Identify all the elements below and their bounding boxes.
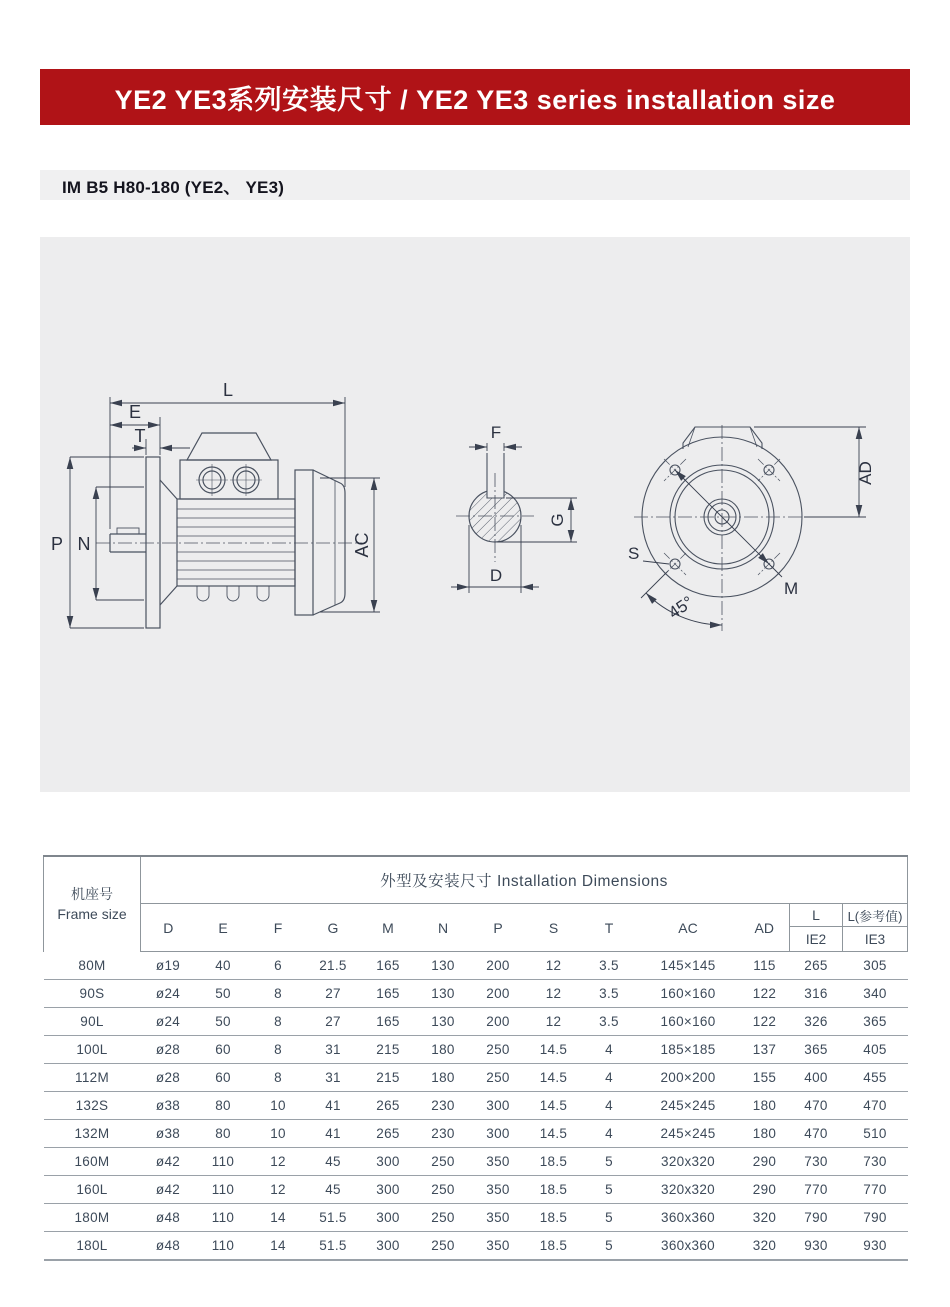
frame-size-header-zh: 机座号 <box>71 885 113 902</box>
dimension-cell: ø48 <box>141 1204 196 1232</box>
dimension-cell: 14 <box>251 1232 306 1261</box>
dim-label-M: M <box>784 579 799 598</box>
dimension-cell: 730 <box>790 1148 843 1176</box>
dimension-cell: 4 <box>582 1036 637 1064</box>
dimension-cell: 180 <box>416 1036 471 1064</box>
header-row-group <box>44 856 908 904</box>
dimension-cell: 12 <box>526 980 582 1008</box>
frame-size-cell: 160L <box>44 1176 141 1204</box>
dimension-cell: 320x320 <box>637 1176 740 1204</box>
dimension-cell: 18.5 <box>526 1204 582 1232</box>
table-row <box>44 1204 908 1232</box>
frame-size-cell: 112M <box>44 1064 141 1092</box>
dimension-cell: 165 <box>361 952 416 980</box>
col-header-D: D <box>141 904 196 952</box>
dimension-cell: 215 <box>361 1036 416 1064</box>
dimension-cell: ø19 <box>141 952 196 980</box>
dimension-cell: 250 <box>416 1176 471 1204</box>
dimension-cell: 250 <box>416 1148 471 1176</box>
table-row <box>44 1092 908 1120</box>
dimension-cell: 3.5 <box>582 1008 637 1036</box>
dimension-cell: 12 <box>251 1148 306 1176</box>
dimension-cell: 326 <box>790 1008 843 1036</box>
dimension-cell: 455 <box>843 1064 908 1092</box>
dimension-cell: 130 <box>416 980 471 1008</box>
installation-drawing <box>40 237 910 792</box>
dimension-cell: 350 <box>471 1204 526 1232</box>
dimension-cell: 41 <box>306 1092 361 1120</box>
dimension-cell: 305 <box>843 952 908 980</box>
dimension-cell: 180 <box>740 1120 790 1148</box>
dimension-cell: 320 <box>740 1204 790 1232</box>
dimension-cell: 230 <box>416 1120 471 1148</box>
dimension-cell: 350 <box>471 1176 526 1204</box>
col-header-P: P <box>471 904 526 952</box>
dimension-table-wrap <box>43 855 907 1261</box>
dimension-cell: 300 <box>361 1176 416 1204</box>
dimension-cell: 31 <box>306 1036 361 1064</box>
dimension-cell: 930 <box>790 1232 843 1261</box>
dimension-cell: 60 <box>196 1064 251 1092</box>
dimension-cell: 160×160 <box>637 980 740 1008</box>
dimension-cell: 320x320 <box>637 1148 740 1176</box>
dimension-cell: 110 <box>196 1232 251 1261</box>
dimension-cell: 137 <box>740 1036 790 1064</box>
dimension-cell: 5 <box>582 1204 637 1232</box>
dimension-cell: 350 <box>471 1232 526 1261</box>
dimension-cell: 3.5 <box>582 952 637 980</box>
frame-size-cell: 180M <box>44 1204 141 1232</box>
dimension-cell: 115 <box>740 952 790 980</box>
dimension-cell: 290 <box>740 1176 790 1204</box>
mounting-type-label: IM B5 H80-180 (YE2、 YE3) <box>62 177 285 197</box>
dimension-cell: 8 <box>251 1064 306 1092</box>
table-row <box>44 1064 908 1092</box>
col-header-M: M <box>361 904 416 952</box>
dimension-cell: 300 <box>361 1148 416 1176</box>
dim-label-angle: 45° <box>664 592 697 623</box>
dim-label-G: G <box>548 513 567 527</box>
col-header-F: F <box>251 904 306 952</box>
table-row <box>44 1008 908 1036</box>
dimension-cell: 215 <box>361 1064 416 1092</box>
dimension-cell: 14.5 <box>526 1120 582 1148</box>
table-row <box>44 1036 908 1064</box>
dimension-cell: ø24 <box>141 1008 196 1036</box>
dimension-cell: 165 <box>361 1008 416 1036</box>
col-header-N: N <box>416 904 471 952</box>
dimension-cell: 350 <box>471 1148 526 1176</box>
dimension-cell: 365 <box>790 1036 843 1064</box>
col-header-AD: AD <box>740 904 790 952</box>
dimension-cell: 145×145 <box>637 952 740 980</box>
dim-label-P: P <box>50 534 64 554</box>
dimension-cell: 27 <box>306 1008 361 1036</box>
col-header-S: S <box>526 904 582 952</box>
dimension-cell: 18.5 <box>526 1176 582 1204</box>
dimension-cell: 770 <box>790 1176 843 1204</box>
dimension-cell: 405 <box>843 1036 908 1064</box>
title-banner <box>40 69 910 125</box>
dimension-cell: 50 <box>196 980 251 1008</box>
dimension-cell: 300 <box>361 1204 416 1232</box>
dimension-cell: 31 <box>306 1064 361 1092</box>
dimension-cell: 400 <box>790 1064 843 1092</box>
dimension-cell: 200×200 <box>637 1064 740 1092</box>
dimension-cell: 320 <box>740 1232 790 1261</box>
dim-label-AD: AD <box>856 461 875 485</box>
dimension-cell: ø28 <box>141 1064 196 1092</box>
dimension-cell: 10 <box>251 1120 306 1148</box>
dimension-cell: 300 <box>471 1120 526 1148</box>
dim-label-T: T <box>134 426 146 446</box>
dimension-cell: 200 <box>471 1008 526 1036</box>
dimension-cell: 130 <box>416 1008 471 1036</box>
dim-label-F: F <box>490 423 502 442</box>
dimension-cell: 4 <box>582 1120 637 1148</box>
dimension-cell: 290 <box>740 1148 790 1176</box>
dimension-cell: 51.5 <box>306 1204 361 1232</box>
frame-size-header-en: Frame size <box>57 906 127 923</box>
frame-size-header <box>44 856 141 952</box>
table-row <box>44 980 908 1008</box>
dimension-cell: 10 <box>251 1092 306 1120</box>
dimension-cell: 45 <box>306 1148 361 1176</box>
dimension-cell: 165 <box>361 980 416 1008</box>
side-view-dimensions <box>70 397 380 628</box>
dimension-cell: 180 <box>740 1092 790 1120</box>
dimension-cell: 265 <box>361 1092 416 1120</box>
dimension-cell: 250 <box>416 1232 471 1261</box>
dim-label-L: L <box>222 380 234 400</box>
dimension-cell: 18.5 <box>526 1148 582 1176</box>
dimension-cell: 130 <box>416 952 471 980</box>
dimension-cell: ø38 <box>141 1120 196 1148</box>
dimension-cell: 265 <box>790 952 843 980</box>
dimension-cell: 8 <box>251 980 306 1008</box>
group-header: 外型及安装尺寸 Installation Dimensions <box>141 856 908 904</box>
dimension-cell: 45 <box>306 1176 361 1204</box>
dimension-cell: 12 <box>526 1008 582 1036</box>
installation-dimensions-table <box>43 855 908 1261</box>
motor-dimension-drawing <box>40 237 910 792</box>
table-row <box>44 1120 908 1148</box>
dimension-cell: 200 <box>471 980 526 1008</box>
page-title: YE2 YE3系列安装尺寸 / YE2 YE3 series installation size <box>114 84 836 115</box>
dim-label-AC: AC <box>352 532 372 558</box>
dimension-cell: ø24 <box>141 980 196 1008</box>
dimension-cell: 8 <box>251 1036 306 1064</box>
table-row <box>44 1176 908 1204</box>
dimension-cell: 14.5 <box>526 1064 582 1092</box>
frame-size-cell: 180L <box>44 1232 141 1261</box>
dimension-cell: 40 <box>196 952 251 980</box>
dimension-cell: 21.5 <box>306 952 361 980</box>
dimension-cell: 245×245 <box>637 1092 740 1120</box>
dim-label-E: E <box>128 402 142 422</box>
dimension-cell: 3.5 <box>582 980 637 1008</box>
frame-size-cell: 132M <box>44 1120 141 1148</box>
frame-size-cell: 90L <box>44 1008 141 1036</box>
dimension-cell: 300 <box>471 1092 526 1120</box>
dimension-cell: 50 <box>196 1008 251 1036</box>
col-header-AC: AC <box>637 904 740 952</box>
dimension-cell: 80 <box>196 1092 251 1120</box>
dimension-cell: 200 <box>471 952 526 980</box>
dimension-cell: 80 <box>196 1120 251 1148</box>
dimension-cell: 110 <box>196 1204 251 1232</box>
dimension-cell: 122 <box>740 980 790 1008</box>
dimension-cell: 4 <box>582 1092 637 1120</box>
dimension-cell: 27 <box>306 980 361 1008</box>
dimension-cell: 5 <box>582 1232 637 1261</box>
dimension-cell: 110 <box>196 1176 251 1204</box>
dimension-cell: 360x360 <box>637 1232 740 1261</box>
dimension-cell: 250 <box>471 1036 526 1064</box>
dim-label-S: S <box>628 544 640 563</box>
dimension-cell: 790 <box>790 1204 843 1232</box>
dimension-cell: 8 <box>251 1008 306 1036</box>
dimension-cell: 5 <box>582 1148 637 1176</box>
col-header-L-ref: L(参考值) <box>843 904 908 927</box>
dimension-cell: ø28 <box>141 1036 196 1064</box>
dimension-cell: 250 <box>471 1064 526 1092</box>
dimension-cell: 4 <box>582 1064 637 1092</box>
dimension-cell: 6 <box>251 952 306 980</box>
dimension-cell: 160×160 <box>637 1008 740 1036</box>
dimension-cell: 60 <box>196 1036 251 1064</box>
dimension-cell: 41 <box>306 1120 361 1148</box>
dimension-cell: 155 <box>740 1064 790 1092</box>
dimension-cell: 14 <box>251 1204 306 1232</box>
dimension-cell: ø38 <box>141 1092 196 1120</box>
col-header-E: E <box>196 904 251 952</box>
dimension-cell: 122 <box>740 1008 790 1036</box>
frame-size-cell: 132S <box>44 1092 141 1120</box>
dimension-cell: 470 <box>843 1092 908 1120</box>
dimension-cell: 316 <box>790 980 843 1008</box>
dimension-cell: 180 <box>416 1064 471 1092</box>
dimension-table-body <box>44 952 908 1261</box>
table-row <box>44 952 908 980</box>
dimension-cell: 365 <box>843 1008 908 1036</box>
dimension-cell: 360x360 <box>637 1204 740 1232</box>
dimension-cell: 470 <box>790 1120 843 1148</box>
dimension-cell: 5 <box>582 1176 637 1204</box>
col-header-L: L <box>790 904 843 927</box>
dimension-cell: 110 <box>196 1148 251 1176</box>
dimension-cell: 230 <box>416 1092 471 1120</box>
dimension-cell: ø42 <box>141 1176 196 1204</box>
side-view-outline <box>110 433 345 628</box>
table-row <box>44 1148 908 1176</box>
dimension-cell: 340 <box>843 980 908 1008</box>
dimension-cell: 470 <box>790 1092 843 1120</box>
dimension-cell: 14.5 <box>526 1092 582 1120</box>
dimension-cell: 770 <box>843 1176 908 1204</box>
dimension-cell: 14.5 <box>526 1036 582 1064</box>
col-subheader-IE3: IE3 <box>843 927 908 952</box>
dimension-cell: 51.5 <box>306 1232 361 1261</box>
frame-size-cell: 160M <box>44 1148 141 1176</box>
shaft-section-view <box>451 423 577 593</box>
dimension-cell: 250 <box>416 1204 471 1232</box>
dim-label-N: N <box>77 534 91 554</box>
flange-front-view <box>628 425 875 631</box>
dimension-cell: 300 <box>361 1232 416 1261</box>
dimension-cell: 930 <box>843 1232 908 1261</box>
col-header-G: G <box>306 904 361 952</box>
dimension-cell: ø48 <box>141 1232 196 1261</box>
dimension-cell: 730 <box>843 1148 908 1176</box>
subtitle-strip <box>40 170 910 200</box>
dimension-cell: 185×185 <box>637 1036 740 1064</box>
dimension-cell: 18.5 <box>526 1232 582 1261</box>
dimension-cell: 790 <box>843 1204 908 1232</box>
col-header-T: T <box>582 904 637 952</box>
header-row-columns <box>44 904 908 927</box>
dimension-cell: ø42 <box>141 1148 196 1176</box>
dimension-cell: 12 <box>526 952 582 980</box>
frame-size-cell: 100L <box>44 1036 141 1064</box>
dimension-cell: 12 <box>251 1176 306 1204</box>
dimension-cell: 510 <box>843 1120 908 1148</box>
dim-label-D: D <box>489 566 503 585</box>
col-subheader-IE2: IE2 <box>790 927 843 952</box>
dimension-cell: 265 <box>361 1120 416 1148</box>
table-row <box>44 1232 908 1261</box>
frame-size-cell: 90S <box>44 980 141 1008</box>
dimension-cell: 245×245 <box>637 1120 740 1148</box>
frame-size-cell: 80M <box>44 952 141 980</box>
